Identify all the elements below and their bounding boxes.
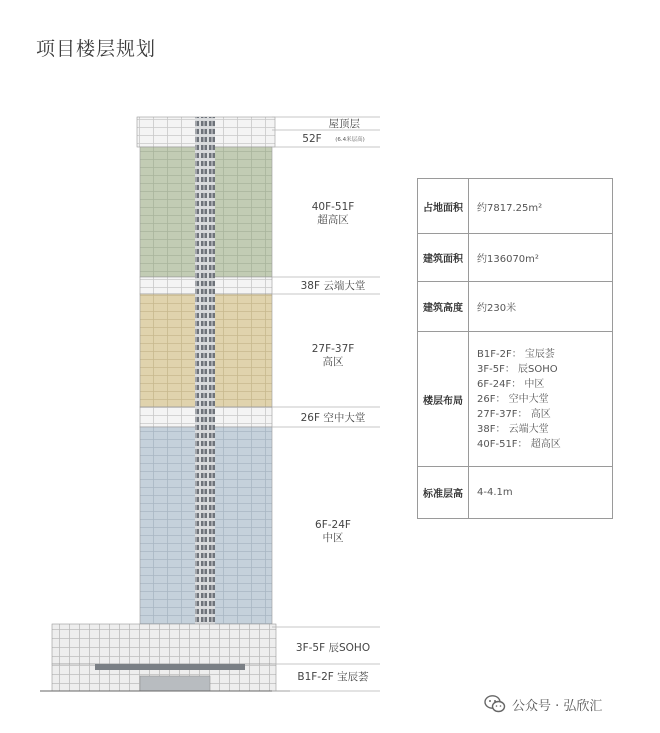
wechat-icon: [484, 694, 506, 714]
label-high-floors: 27F-37F: [311, 343, 355, 355]
label-26f: 26F 空中大堂: [300, 412, 366, 424]
label-mid-name: 中区: [322, 532, 344, 544]
row-key: 占地面积: [418, 179, 469, 234]
project-info-table: [417, 178, 613, 519]
label-52f: 52F: [302, 133, 322, 145]
row-key: 建筑高度: [418, 282, 469, 332]
table-row: [418, 332, 613, 467]
label-superhigh-floors: 40F-51F: [311, 201, 355, 213]
list-item: 38F： 云端大堂: [477, 423, 549, 435]
podium-dark-band: [95, 664, 245, 670]
row-key: 标准层高: [418, 467, 469, 519]
label-mid-floors: 6F-24F: [315, 519, 351, 531]
page-title: 项目楼层规划: [36, 38, 157, 60]
label-38f: 38F 云端大堂: [300, 280, 366, 292]
label-3f-5f: 3F-5F 辰SOHO: [295, 642, 371, 654]
table-row: [418, 467, 613, 519]
list-item: B1F-2F： 宝辰荟: [477, 348, 555, 360]
label-roof: 屋顶层: [328, 118, 360, 130]
floor-layout-list: [469, 332, 613, 467]
watermark: [484, 694, 602, 714]
row-key: 建筑面积: [418, 234, 469, 282]
podium-3f-5f: [52, 624, 276, 664]
list-item: 26F： 空中大堂: [477, 393, 549, 405]
label-b1f-2f: B1F-2F 宝辰荟: [297, 671, 369, 683]
podium-entrance: [140, 676, 210, 691]
table-row: [418, 282, 613, 332]
table-row: [418, 179, 613, 234]
row-value: 约230米: [469, 282, 613, 332]
tower-core-strip: [195, 117, 215, 627]
label-52f-height: (6.4米层高): [335, 137, 365, 143]
list-item: 27F-37F： 高区: [477, 408, 551, 420]
list-item: 40F-51F： 超高区: [477, 438, 561, 450]
row-value: 约136070m²: [469, 234, 613, 282]
row-value: 约7817.25m²: [469, 179, 613, 234]
watermark-text: 公众号 · 弘欣汇: [512, 698, 603, 714]
row-value: 4-4.1m: [469, 467, 613, 519]
label-high-name: 高区: [322, 356, 344, 368]
label-superhigh-name: 超高区: [317, 214, 349, 226]
table-row: [418, 234, 613, 282]
row-key: 楼层布局: [418, 332, 469, 467]
list-item: 6F-24F： 中区: [477, 378, 545, 390]
list-item: 3F-5F： 辰SOHO: [477, 363, 558, 375]
